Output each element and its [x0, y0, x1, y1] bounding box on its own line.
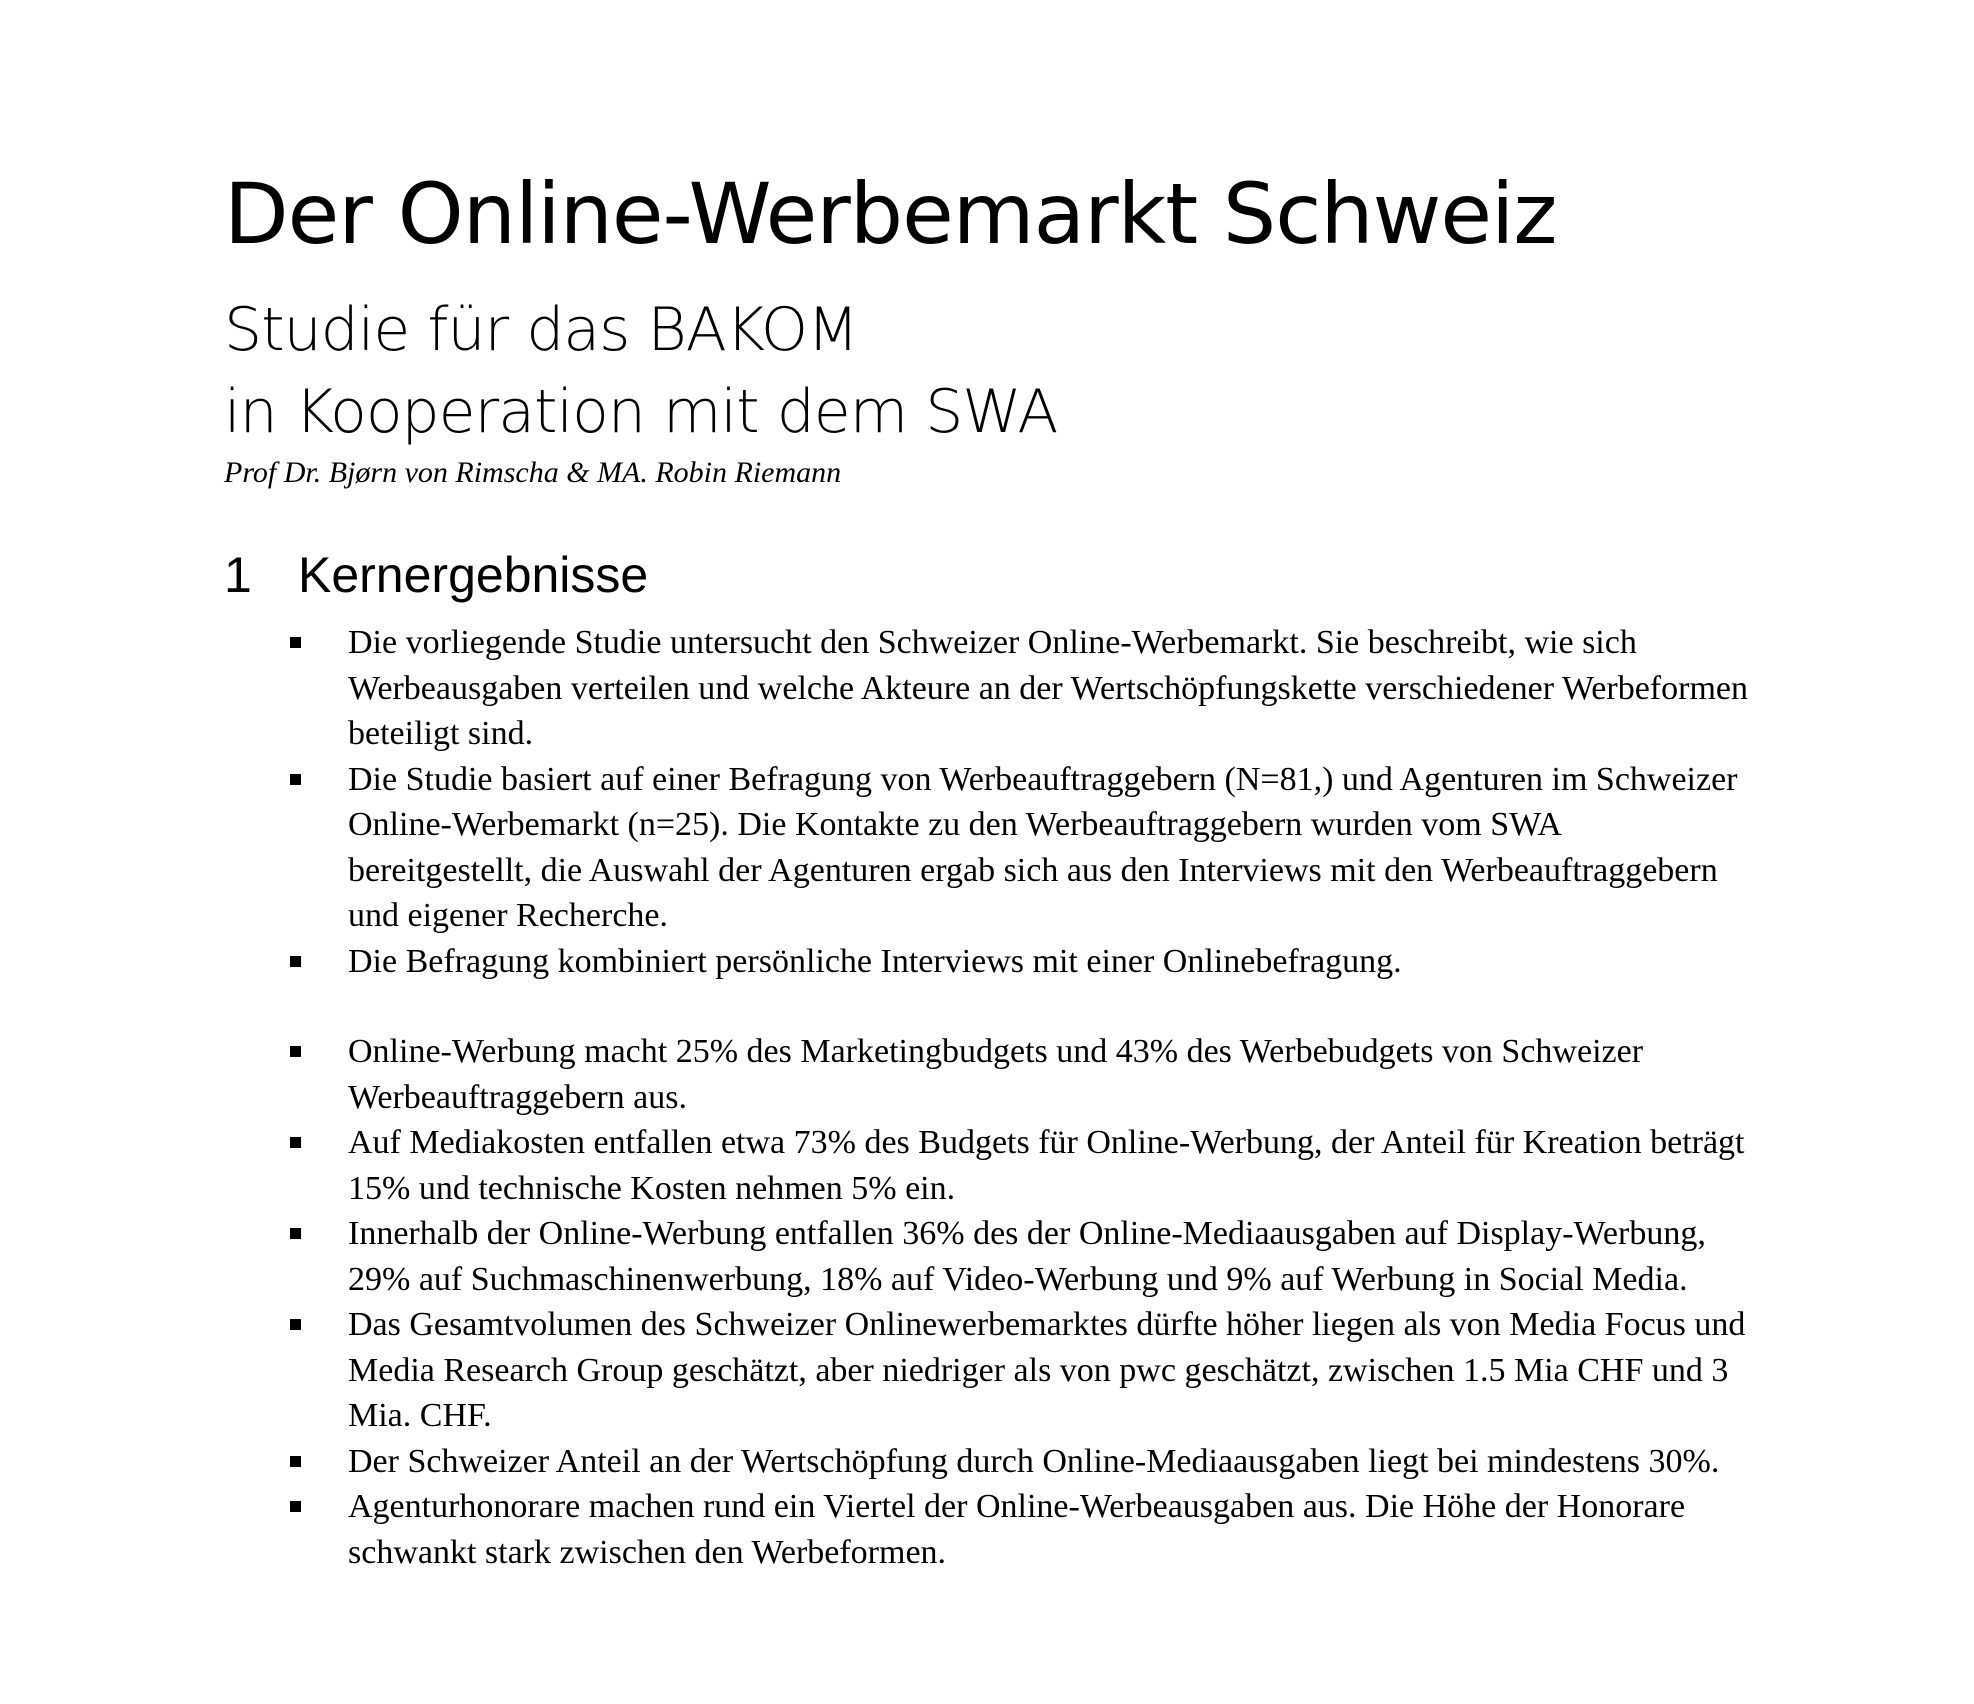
- square-bullet-icon: [290, 956, 301, 967]
- square-bullet-icon: [290, 1456, 301, 1467]
- square-bullet-icon: [290, 1501, 301, 1512]
- square-bullet-icon: [290, 637, 301, 648]
- section-number: 1: [224, 547, 252, 603]
- list-item-text: Online-Werbung macht 25% des Marketingbudgets und 43% des Werbebudgets von Schweizer Werbeauftraggebern aus.: [348, 1033, 1644, 1116]
- list-item-text: Agenturhonorare machen rund ein Viertel der Online-Werbeausgaben aus. Die Höhe der Honorare schwankt stark zwischen den Werbeformen.: [348, 1488, 1686, 1571]
- list-item-text: Die vorliegende Studie untersucht den Schweizer Online-Werbemarkt. Sie beschreibt, wie sich Werbeausgaben verteilen und welche Akteure an der Wertschöpfungskette verschiedener Werbeformen beteiligt sind.: [348, 624, 1748, 752]
- list-item: [348, 939, 1748, 985]
- list-item-text: Innerhalb der Online-Werbung entfallen 36% des der Online-Mediaausgaben auf Display-Werbung, 29% auf Suchmaschinenwerbung, 18% auf Video-Werbung und 9% auf Werbung in Social Media.: [348, 1215, 1706, 1298]
- square-bullet-icon: [290, 1228, 301, 1239]
- list-item-text: Die Studie basiert auf einer Befragung von Werbeauftraggebern (N=81,) und Agenturen im Schweizer Online-Werbemarkt (n=25). Die Kontakte zu den Werbeauftraggebern wurden vom SWA bereitgestellt, die Auswahl der Agenturen ergab sich aus den Interviews mit den Werbeauftraggebern und eigener Recherche.: [348, 760, 1738, 934]
- square-bullet-icon: [290, 1046, 301, 1057]
- list-item: [348, 620, 1748, 757]
- list-item: [348, 757, 1748, 939]
- document-subtitle-line-2: in Kooperation mit dem SWA: [224, 377, 1058, 447]
- list-item: [348, 1302, 1748, 1439]
- list-item: [348, 1484, 1748, 1575]
- square-bullet-icon: [290, 1137, 301, 1148]
- key-findings-list: [348, 620, 1748, 1575]
- list-item: [348, 1439, 1748, 1485]
- document-subtitle-line-1: Studie für das BAKOM: [224, 295, 858, 365]
- list-item-text: Der Schweizer Anteil an der Wertschöpfung durch Online-Mediaausgaben liegt bei mindestens 30%.: [348, 1442, 1720, 1480]
- list-item: [348, 1029, 1748, 1120]
- document-authors: Prof Dr. Bjørn von Rimscha & MA. Robin Riemann: [224, 456, 842, 489]
- list-item: [348, 1120, 1748, 1211]
- square-bullet-icon: [290, 774, 301, 785]
- section-heading: [224, 547, 649, 603]
- list-item-text: Auf Mediakosten entfallen etwa 73% des Budgets für Online-Werbung, der Anteil für Kreation beträgt 15% und technische Kosten nehmen 5% ein.: [348, 1124, 1745, 1207]
- square-bullet-icon: [290, 1319, 301, 1330]
- list-item-text: Das Gesamtvolumen des Schweizer Onlinewerbemarktes dürfte höher liegen als von Media Focus und Media Research Group geschätzt, aber niedriger als von pwc geschätzt, zwischen 1.5 Mia CHF und 3 Mia. CHF.: [348, 1306, 1746, 1434]
- section-title: Kernergebnisse: [298, 547, 649, 603]
- document-title: Der Online-Werbemarkt Schweiz: [224, 165, 1557, 263]
- list-item: [348, 1211, 1748, 1302]
- list-item-text: Die Befragung kombiniert persönliche Interviews mit einer Onlinebefragung.: [348, 942, 1402, 980]
